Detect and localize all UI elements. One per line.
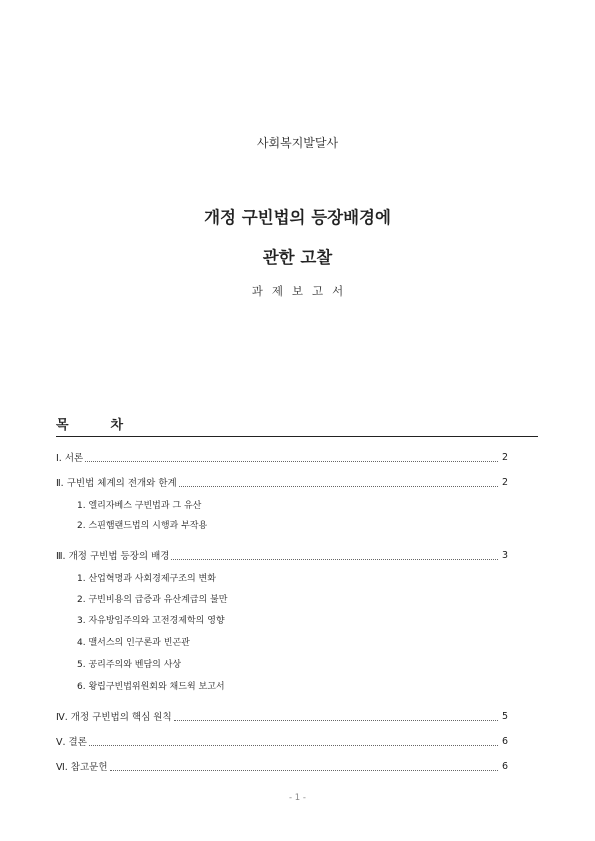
report-title-line-1: 개정 구빈법의 등장배경에 [204,208,391,227]
toc-subsection: 6. 왕립구빈법위원회와 채드윅 보고서 [77,682,225,692]
report-title-line-2: 관한 고찰 [262,248,333,267]
toc-page-number: 6 [501,735,508,747]
toc-section-label: Ⅲ. 개정 구빈법 등장의 배경 [56,551,170,562]
toc-leader-dots [110,762,498,771]
toc-subsection: 1. 엘리자베스 구빈법과 그 유산 [77,501,202,511]
toc-section [56,734,508,748]
toc-section [56,709,508,723]
toc-leader-dots [85,453,498,462]
toc-subsection: 2. 구빈비용의 급증과 유산계급의 불만 [77,595,228,605]
course-subject: 사회복지발달사 [256,136,339,150]
toc-section-label: Ⅵ. 참고문헌 [56,762,108,773]
toc-page-number: 5 [501,710,508,722]
toc-subsection: 2. 스핀햄랜드법의 시행과 부작용 [77,521,208,531]
toc-leader-dots [174,712,498,721]
toc-section-label: Ⅳ. 개정 구빈법의 핵심 원칙 [56,712,172,723]
toc-section [56,548,508,562]
toc-page-number: 2 [501,476,508,488]
toc-subsection: 1. 산업혁명과 사회경제구조의 변화 [77,574,216,584]
document-type-label: 과제보고서 [251,284,353,298]
toc-subsection: 4. 맬서스의 인구론과 빈곤관 [77,638,190,648]
toc-section-label: Ⅱ. 구빈법 체계의 전개와 한계 [56,478,177,489]
toc-leader-dots [171,551,498,560]
toc-section-label: Ⅰ. 서론 [56,453,84,464]
toc-leader-dots [179,478,498,487]
toc-section [56,450,508,464]
toc-section-label: Ⅴ. 결론 [56,737,87,748]
toc-page-number: 3 [501,549,508,561]
toc-page-number: 2 [501,451,508,463]
toc-divider [56,436,538,437]
toc-subsection: 3. 자유방임주의와 고전경제학의 영향 [77,616,225,626]
toc-section [56,759,508,773]
toc-page-number: 6 [501,760,508,772]
toc-leader-dots [89,737,498,746]
page-footer-number: - 1 - [289,793,306,803]
toc-subsection: 5. 공리주의와 벤담의 사상 [77,660,182,670]
toc-heading: 목차 [56,418,166,433]
toc-section [56,475,508,489]
